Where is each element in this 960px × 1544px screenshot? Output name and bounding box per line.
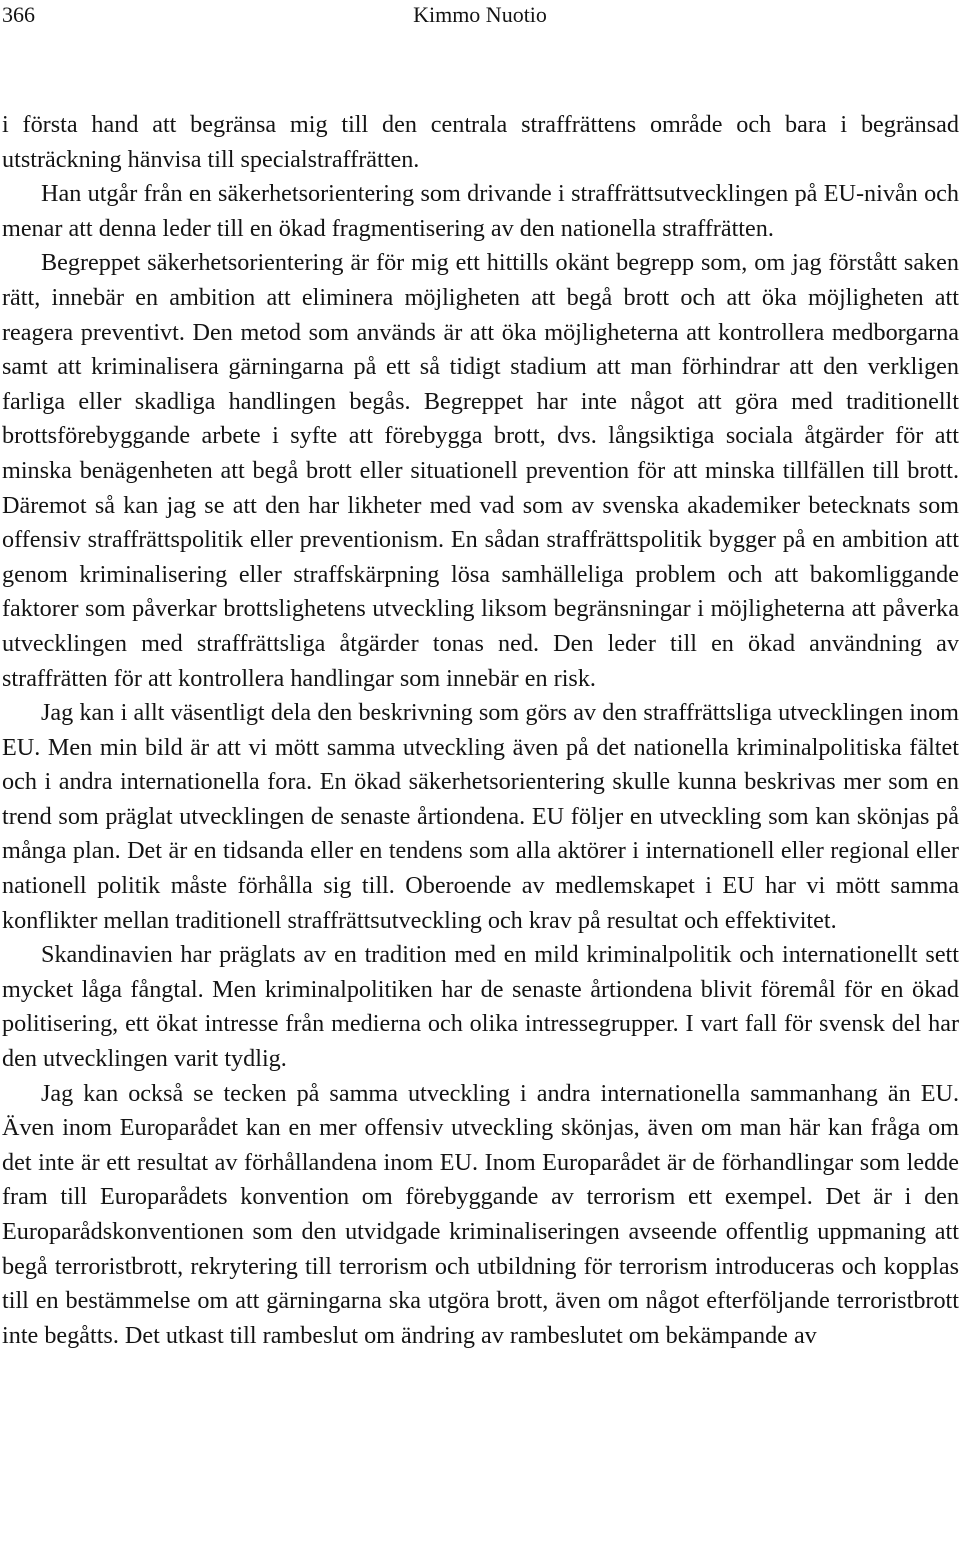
paragraph-continuation: i första hand att begränsa mig till den centrala straffrättens område och bara i begränsad utsträckning hänvisa till specialstraffrätten. [2,111,959,173]
page-number: 366 [2,2,35,27]
paragraph: Jag kan i allt väsentligt dela den beskrivning som görs av den straffrättsliga utvecklingen inom EU. Men min bild är att vi mött samma utveckling även på det nationella kriminalpolitiska fältet och i andra internationella fora. En ökad säkerhetsorientering skulle kunna beskrivas mer som en trend som präglat utvecklingen de senaste årtiondena. EU följer en utveckling som kan skönjas på många plan. Det är en tidsanda eller en tendens som alla aktörer i internationell eller regional eller nationell politik måste förhålla sig till. Oberoende av medlemskapet i EU har vi mött samma konflikter mellan traditionell straffrättsutveckling och krav på resultat och effektivitet. [2,699,959,934]
page-header [0,0,960,34]
paragraph: Begreppet säkerhetsorientering är för mig ett hittills okänt begrepp som, om jag förstått saken rätt, innebär en ambition att eliminera möjligheten att begå brott och att öka möjligheten att reagera preventivt. Den metod som används är att öka möjligheterna att kontrollera medborgarna samt att kriminalisera gärningarna på ett så tidigt stadium att man förhindrar att den verkligen farliga eller skadliga handlingen begås. Begreppet har inte något att göra med traditionellt brottsförebyggande arbete i syfte att förebygga brott, dvs. långsiktiga sociala åtgärder för att minska benägenheten att begå brott eller situationell prevention för att minska tillfällen till brott. Däremot så kan jag se att den har likheter med vad som av svenska akademiker betecknats som offensiv straffrättspolitik eller preventionism. En sådan straffrättspolitik bygger på en ambition att genom kriminalisering eller straffskärpning lösa samhälleliga problem och att bakomliggande faktorer som påverkar brottslighetens utveckling liksom begränsningar i möjligheterna att påverka utvecklingen med straffrättsliga åtgärder tonas ned. Den leder till en ökad användning av straffrätten för att kontrollera handlingar som innebär en risk. [2,249,959,692]
paragraph: Jag kan också se tecken på samma utveckling i andra internationella sammanhang än EU. Även inom Europarådet kan en mer offensiv utveckling skönjas, även om man här kan fråga om det inte är ett resultat av förhållandena inom EU. Inom Europarådet är de förhandlingar som ledde fram till Europarådets konvention om förebyggande av terrorism ett exempel. Det är i den Europarådskonventionen som den utvidgade kriminaliseringen avseende offentlig uppmaning att begå terroristbrott, rekrytering till terrorism och utbildning för terrorism introduceras och kopplas till en bestämmelse om att gärningarna ska utgöra brott, även om något efterföljande terroristbrott inte begåtts. Det utkast till rambeslut om ändring av rambeslutet om bekämpande av [2,1079,959,1349]
paragraph: Skandinavien har präglats av en tradition med en mild kriminalpolitik och internationellt sett mycket låga fångtal. Men kriminalpolitiken har de senaste årtiondena blivit föremål för en ökad politisering, ett ökat intresse från medierna och olika intressegrupper. I vart fall för svensk del har den utvecklingen varit tydlig. [2,941,959,1073]
body-text [2,108,959,1353]
running-head-author: Kimmo Nuotio [413,2,547,27]
paragraph: Han utgår från en säkerhetsorientering som drivande i straffrättsutvecklingen på EU-nivån och menar att denna leder till en ökad fragmentisering av den nationella straffrätten. [2,180,959,242]
